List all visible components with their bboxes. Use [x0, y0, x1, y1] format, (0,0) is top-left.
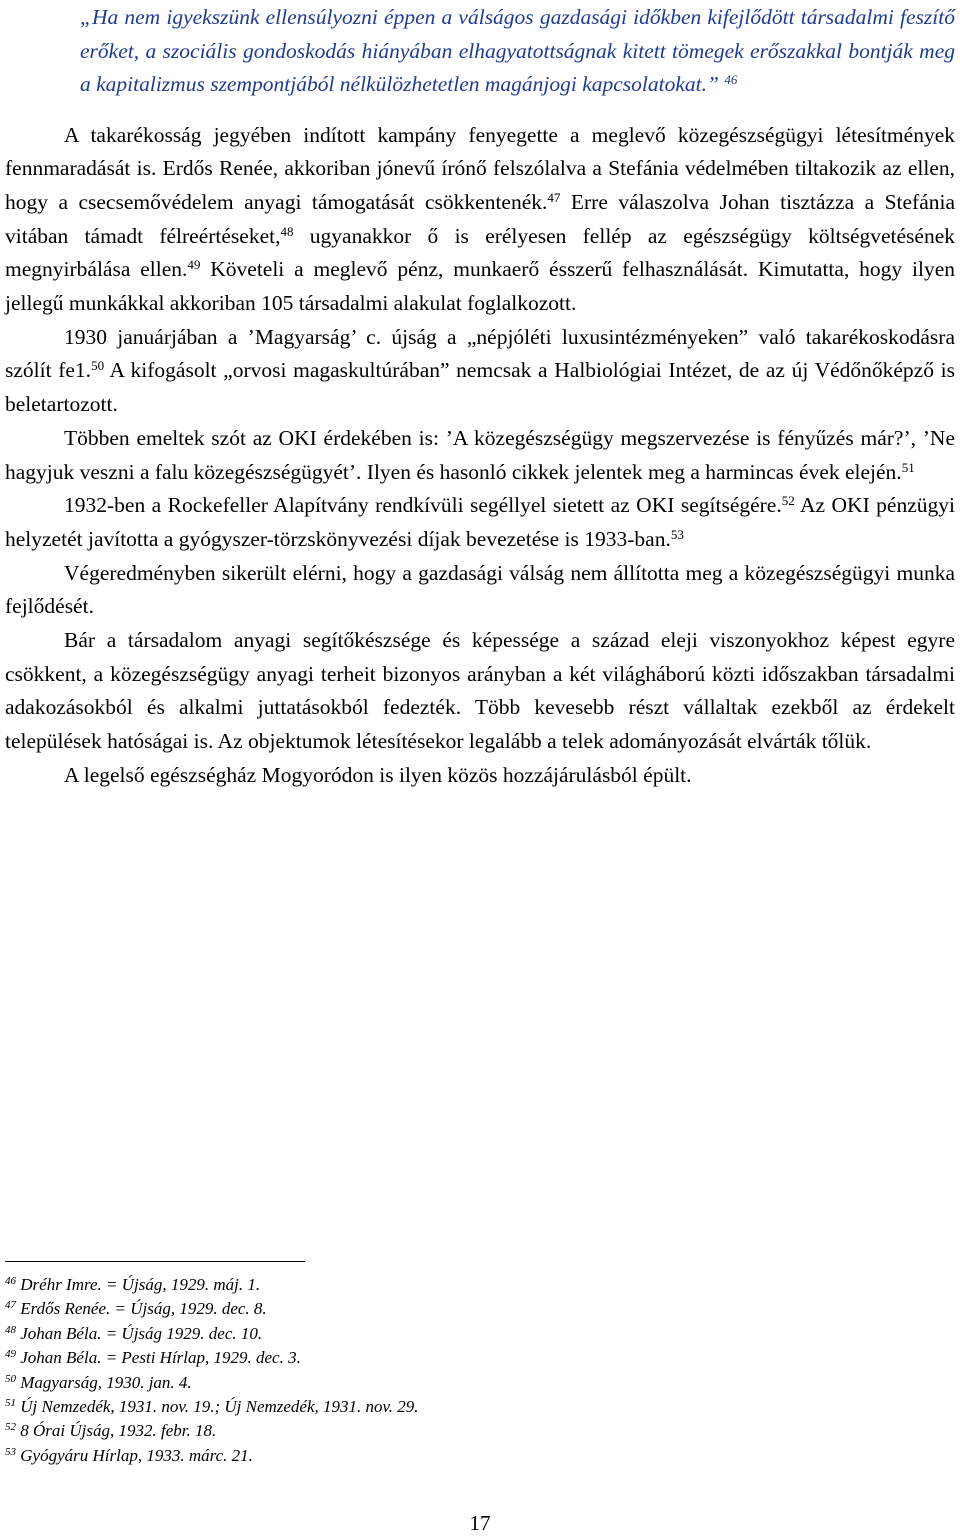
paragraph-6: Bár a társadalom anyagi segítőkészsége és képessége a század eleji viszonyokhoz képest egyre csökkent, a közegészségügy anyagi terheit bizonyos arányban a két világháború közti időszakban társadalmi adakozásokból és alkalmi juttatásokból fedezték. Több kevesebb részt vállaltak ezekből az érdekelt települések hatóságai is. Az objektumok létesítésekor legalább a telek adományozását elvárták tőlük.: [5, 628, 955, 754]
footnote-ref-51: 51: [901, 459, 915, 475]
block-quote: [5, 0, 955, 102]
footnote-49: [5, 1346, 905, 1370]
document-page: [5, 0, 955, 793]
paragraph-5: Végeredményben sikerült elérni, hogy a gazdasági válság nem állította meg a közegészségügyi munka fejlődését.: [5, 560, 955, 619]
footnote-text: Gyógyáru Hírlap, 1933. márc. 21.: [20, 1445, 253, 1465]
footnote-ref-49: 49: [187, 257, 201, 273]
footnote-separator: [5, 1261, 305, 1262]
page-number: 17: [469, 1511, 491, 1535]
paragraph-3: [5, 422, 955, 489]
footnote-51: [5, 1395, 905, 1419]
footnote-ref-48: 48: [280, 223, 294, 239]
paragraph-4-text-a: 1932-ben a Rockefeller Alapítvány rendkívüli segéllyel sietett az OKI segítségére.: [64, 493, 782, 518]
footnote-number: 52: [5, 1421, 16, 1434]
paragraph-1-text-c: ugyanakkor ő is erélyesen fellép az egészségügy költségvetésének megnyirbálása ellen.: [5, 223, 956, 282]
body-text: [5, 119, 955, 793]
paragraph-1-text-a: A takarékosság jegyében indított kampány fenyegette a meglevő közegészségügyi létesítmények fennmaradását is. Erdős Renée, akkoriban jónevű írónő felszólalva a Stefánia védelmében tiltakozik az ellen, hogy a csecsemővédelem anyagi támogatását csökkentenék.: [5, 122, 955, 214]
paragraph-4: [5, 489, 955, 556]
paragraph-3-text-a: Többen emeltek szót az OKI érdekében is: ’A közegészségügy megszervezése is fényűzés már?’, ’Ne hagyjuk veszni a falu közegészségügyét’. Ilyen és hasonló cikkek jelentek meg a harmincas évek elején.: [5, 425, 955, 484]
footnote-47: [5, 1297, 905, 1321]
footnote-text: Erdős Renée. = Újság, 1929. dec. 8.: [20, 1299, 267, 1319]
footnote-46: [5, 1273, 905, 1297]
footnote-ref-52: 52: [781, 493, 795, 509]
footnote-ref-47: 47: [547, 189, 561, 205]
footnote-48: [5, 1322, 905, 1346]
quote-text: „Ha nem igyekszünk ellensúlyozni éppen a válságos gazdasági időkben kifejlődött társadalmi feszítő erőket, a szociális gondoskodás hiányában elhagyatottságnak kitett tömegek erőszakkal bontják meg a kapitalizmus szempontjából nélkülözhetetlen magánjogi kapcsolatokat.”: [80, 5, 955, 96]
paragraph-1-text-d: Követeli a meglevő pénz, munkaerő ésszerű felhasználását. Kimutatta, hogy ilyen jellegű munkákkal akkoriban 105 társadalmi alakulat foglalkozott.: [5, 257, 956, 316]
paragraph-1-text-b: Erre válaszolva Johan tisztázza a Stefánia vitában támadt félreértéseket,: [5, 189, 956, 248]
footnote-text: Johan Béla. = Pesti Hírlap, 1929. dec. 3.: [20, 1348, 301, 1368]
footnote-number: 49: [5, 1348, 16, 1361]
paragraph-4-text-b: Az OKI pénzügyi helyzetét javította a gyógyszer-törzskönyvezési díjak bevezetése is 1933-ban.: [5, 493, 955, 551]
footnote-ref-46: 46: [724, 72, 738, 87]
footnote-number: 46: [5, 1275, 16, 1287]
footnote-text: Johan Béla. = Újság 1929. dec. 10.: [20, 1323, 263, 1343]
footnote-number: 50: [5, 1372, 16, 1385]
footnote-text: Új Nemzedék, 1931. nov. 19.; Új Nemzedék, 1931. nov. 29.: [20, 1397, 419, 1417]
footnotes: [5, 1273, 905, 1468]
footnote-50: [5, 1371, 905, 1395]
paragraph-2: [5, 321, 955, 422]
footnote-number: 51: [5, 1397, 16, 1410]
paragraph-1: [5, 119, 955, 321]
footnote-number: 53: [5, 1445, 16, 1458]
footnote-53: [5, 1444, 905, 1468]
footnote-number: 48: [5, 1323, 16, 1336]
paragraph-2-text-a: 1930 januárjában a ’Magyarság’ c. újság a „népjóléti luxusintézményeken” való takarékoskodásra szólít fe1.: [5, 324, 955, 383]
footnote-text: Magyarság, 1930. jan. 4.: [20, 1372, 192, 1392]
footnote-ref-53: 53: [670, 526, 684, 542]
footnote-text: Dréhr Imre. = Újság, 1929. máj. 1.: [20, 1275, 261, 1294]
paragraph-2-text-b: A kifogásolt „orvosi magaskultúrában” nemcsak a Halbiológiai Intézet, de az új Védőnőképző is beletartozott.: [5, 358, 955, 417]
paragraph-7: A legelső egészségház Mogyoródon is ilyen közös hozzájárulásból épült.: [64, 762, 692, 787]
footnote-ref-50: 50: [91, 358, 105, 374]
footnote-text: 8 Órai Újság, 1932. febr. 18.: [20, 1421, 217, 1441]
footnote-52: [5, 1419, 905, 1443]
footnote-number: 47: [5, 1299, 16, 1312]
